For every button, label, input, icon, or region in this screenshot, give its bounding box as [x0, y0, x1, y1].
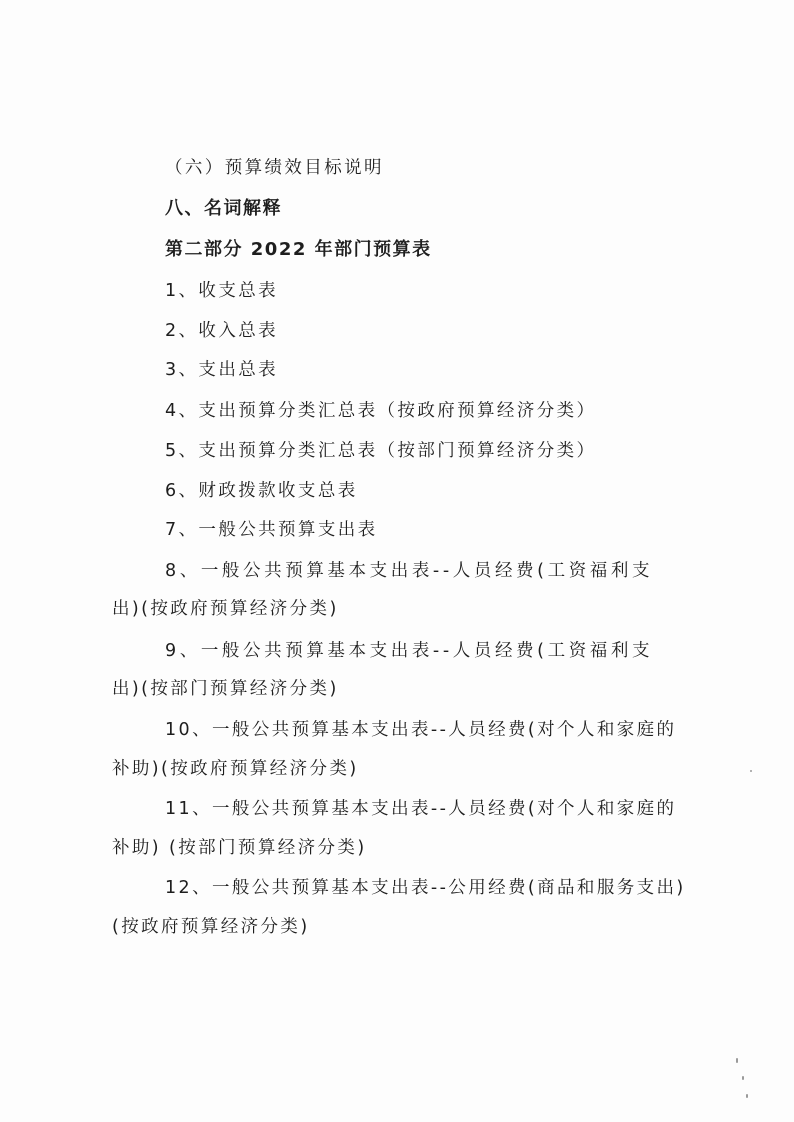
scan-speck — [746, 1094, 748, 1098]
list-item: 4、支出预算分类汇总表（按政府预算经济分类） — [165, 401, 597, 421]
list-item: 11、一般公共预算基本支出表--人员经费(对个人和家庭的 — [165, 799, 677, 819]
list-item-continuation: 出)(按部门预算经济分类) — [112, 679, 339, 699]
section-heading-glossary: 八、名词解释 — [165, 198, 282, 219]
list-item: 3、支出总表 — [165, 360, 279, 380]
scan-speck — [742, 1076, 744, 1080]
list-item: 2、收入总表 — [165, 321, 279, 341]
list-item: 8、一般公共预算基本支出表--人员经费(工资福利支 — [165, 561, 654, 581]
section-heading-budget-performance: （六）预算绩效目标说明 — [165, 158, 384, 178]
scan-speck — [736, 1058, 738, 1063]
list-item: 6、财政拨款收支总表 — [165, 481, 358, 501]
list-item-continuation: 补助) (按部门预算经济分类) — [112, 838, 367, 858]
list-item: 9、一般公共预算基本支出表--人员经费(工资福利支 — [165, 641, 654, 661]
list-item-continuation: 补助)(按政府预算经济分类) — [112, 759, 359, 779]
list-item-continuation: 出)(按政府预算经济分类) — [112, 599, 339, 619]
list-item-continuation: (按政府预算经济分类) — [112, 917, 310, 937]
list-item: 7、一般公共预算支出表 — [165, 520, 378, 540]
list-item: 12、一般公共预算基本支出表--公用经费(商品和服务支出) — [165, 878, 686, 898]
part-two-title: 第二部分 2022 年部门预算表 — [165, 239, 432, 260]
list-item: 5、支出预算分类汇总表（按部门预算经济分类） — [165, 441, 597, 461]
list-item: 10、一般公共预算基本支出表--人员经费(对个人和家庭的 — [165, 720, 677, 740]
list-item: 1、收支总表 — [165, 281, 279, 301]
scan-speck — [750, 770, 752, 772]
